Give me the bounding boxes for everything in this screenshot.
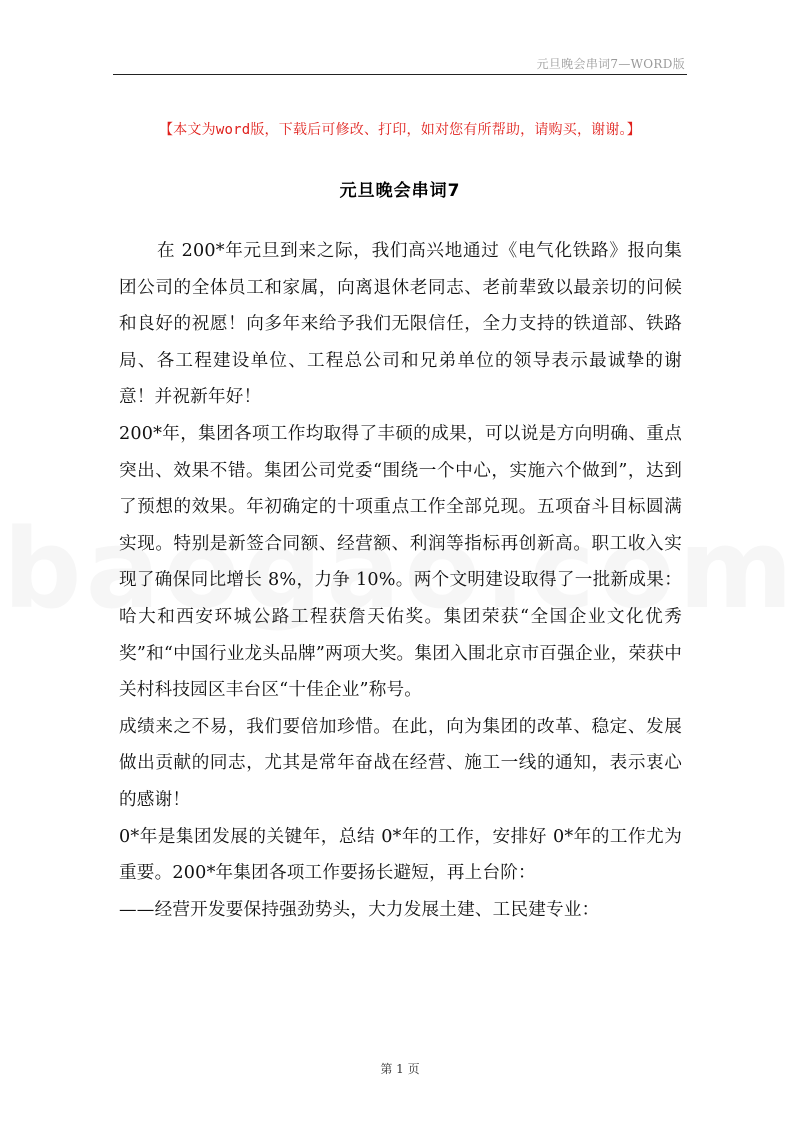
body-paragraph: ——经营开发要保持强劲势头，大力发展土建、工民建专业： [119, 899, 600, 920]
page-number: 第 1 页 [380, 1062, 420, 1076]
body-paragraph: 在 200*年元旦到来之际，我们高兴地通过《电气化铁路》报向集团公司的全体员工和家属，向离退休老同志、老前辈致以最亲切的问候和良好的祝愿！向多年来给予我们无限信任，全力支持的铁道部、铁路局、各工程建设单位、工程总公司和兄弟单位的领导表示最诚挚的谢意！并祝新年好！ [119, 241, 682, 408]
body-paragraph: 200*年，集团各项工作均取得了丰硕的成果，可以说是方向明确、重点突出、效果不错。集团公司党委“围绕一个中心，实施六个做到”，达到了预想的效果。年初确定的十项重点工作全部兑现。五项奋斗目标圆满实现。特别是新签合同额、经营额、利润等指标再创新高。职工收入实现了确保同比增长 8%，力争 10%。两个文明建设取得了一批新成果：哈大和西安环城公路工程获詹天佑奖。集团荣获“全国企业文化优秀奖”和“中国行业龙头品牌”两项大奖。集团入围北京市百强企业，荣获中关村科技园区丰台区“十佳企业”称号。 [119, 423, 682, 701]
body-paragraph: 成绩来之不易，我们要倍加珍惜。在此，向为集团的改革、稳定、发展做出贡献的同志，尤其是常年奋战在经营、施工一线的通知，表示衷心的感谢！ [119, 716, 682, 810]
download-notice: 【本文为word版，下载后可修改、打印，如对您有所帮助，请购买，谢谢。】 [159, 122, 641, 138]
document-body [119, 233, 682, 928]
running-title: 元旦晚会串词7—WORD版 [536, 57, 685, 71]
page-header [113, 52, 687, 75]
body-paragraph: 0*年是集团发展的关键年，总结 0*年的工作，安排好 0*年的工作尤为重要。200*年集团各项工作要扬长避短，再上台阶： [119, 826, 682, 884]
document-title: 元旦晚会串词7 [339, 181, 461, 201]
